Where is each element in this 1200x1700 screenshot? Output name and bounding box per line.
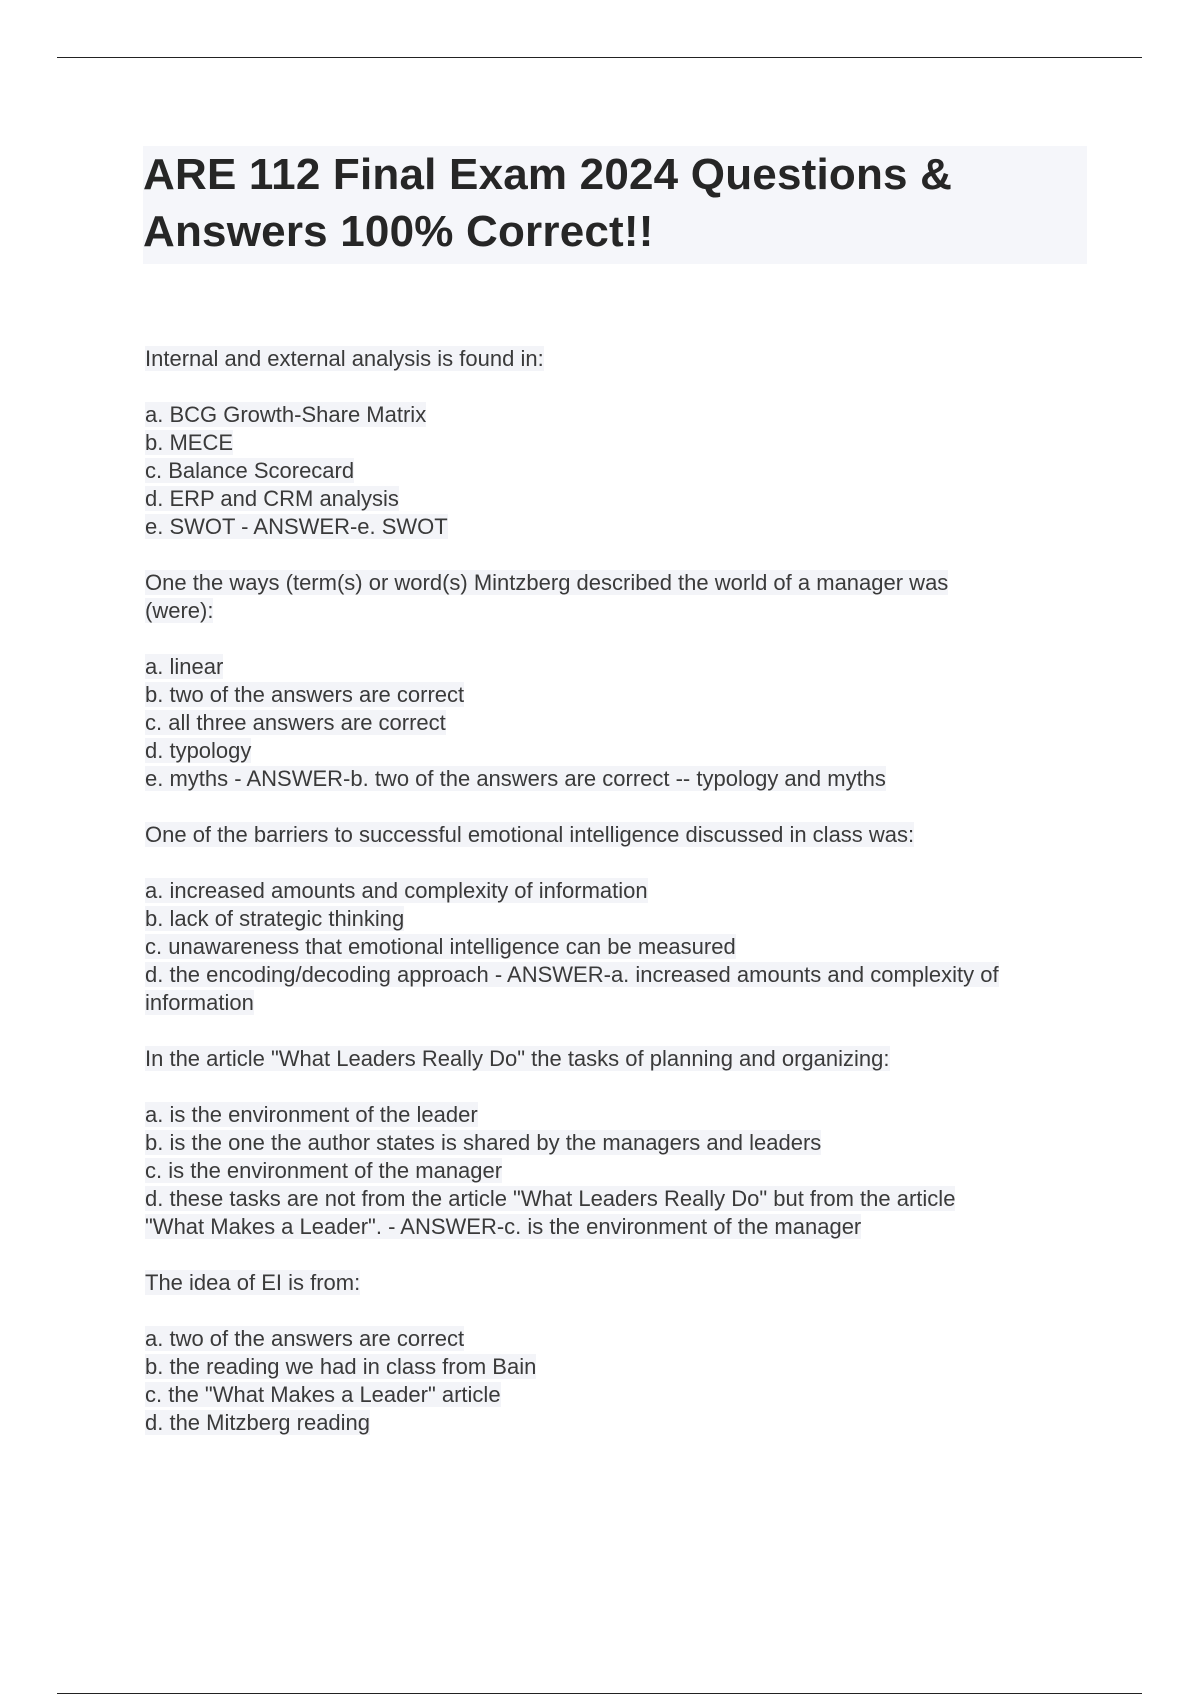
question-text: The idea of EI is from: bbox=[145, 1270, 361, 1295]
answer-option: c. all three answers are correct bbox=[145, 710, 446, 735]
answer-option: b. the reading we had in class from Bain bbox=[145, 1354, 537, 1379]
answer-option: c. is the environment of the manager bbox=[145, 1158, 503, 1183]
title-block bbox=[143, 146, 1087, 264]
question-line-2: (were): bbox=[145, 598, 214, 623]
answer-option: d. these tasks are not from the article "What Leaders Really Do" but from the article bbox=[145, 1186, 956, 1211]
answer-option: a. BCG Growth-Share Matrix bbox=[145, 402, 427, 427]
title-line-2: Answers 100% Correct!! bbox=[143, 207, 654, 256]
question-item-2 bbox=[145, 569, 1090, 793]
answer-option: b. is the one the author states is shared by the managers and leaders bbox=[145, 1130, 822, 1155]
answer-option: e. myths - ANSWER-b. two of the answers are correct -- typology and myths bbox=[145, 766, 886, 791]
answer-option: d. typology bbox=[145, 738, 252, 763]
question-item-1 bbox=[145, 345, 1090, 541]
question-list bbox=[145, 345, 1090, 1437]
answer-option: d. ERP and CRM analysis bbox=[145, 486, 399, 511]
question-text bbox=[145, 569, 1090, 625]
answer-option: c. unawareness that emotional intelligence can be measured bbox=[145, 934, 736, 959]
bottom-rule bbox=[57, 1693, 1142, 1694]
question-item-4 bbox=[145, 1045, 1090, 1241]
document-content bbox=[145, 146, 1090, 1465]
question-text: One of the barriers to successful emotional intelligence discussed in class was: bbox=[145, 822, 915, 847]
question-line-1: One the ways (term(s) or word(s) Mintzberg described the world of a manager was bbox=[145, 570, 949, 595]
answer-option: b. MECE bbox=[145, 430, 234, 455]
answer-option-continued: "What Makes a Leader". - ANSWER-c. is the environment of the manager bbox=[145, 1214, 862, 1239]
question-text: In the article "What Leaders Really Do" the tasks of planning and organizing: bbox=[145, 1046, 890, 1071]
answer-option: d. the encoding/decoding approach - ANSWER-a. increased amounts and complexity of bbox=[145, 962, 999, 987]
question-item-5 bbox=[145, 1269, 1090, 1437]
answer-option: a. linear bbox=[145, 654, 224, 679]
title-line-1: ARE 112 Final Exam 2024 Questions & bbox=[143, 150, 953, 199]
answer-option: a. increased amounts and complexity of information bbox=[145, 878, 648, 903]
answer-option: a. two of the answers are correct bbox=[145, 1326, 465, 1351]
answer-option: c. the "What Makes a Leader" article bbox=[145, 1382, 501, 1407]
answer-option: e. SWOT - ANSWER-e. SWOT bbox=[145, 514, 448, 539]
page-title bbox=[143, 146, 1087, 260]
answer-option: b. two of the answers are correct bbox=[145, 682, 465, 707]
answer-option: a. is the environment of the leader bbox=[145, 1102, 478, 1127]
answer-option: d. the Mitzberg reading bbox=[145, 1410, 371, 1435]
answer-option-continued: information bbox=[145, 990, 254, 1015]
question-text: Internal and external analysis is found in: bbox=[145, 346, 544, 371]
answer-option: c. Balance Scorecard bbox=[145, 458, 355, 483]
answer-option: b. lack of strategic thinking bbox=[145, 906, 405, 931]
top-rule bbox=[57, 57, 1142, 58]
question-item-3 bbox=[145, 821, 1090, 1017]
